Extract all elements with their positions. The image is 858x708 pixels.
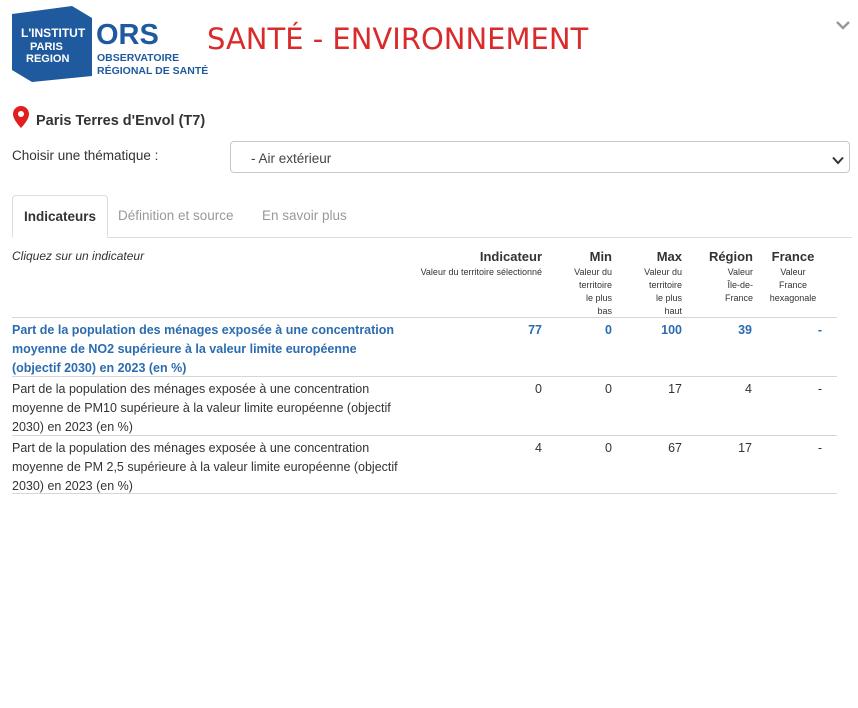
column-title: Indicateur: [479, 249, 542, 264]
location-name: Paris Terres d'Envol (T7): [36, 112, 206, 129]
column-subtitle: Île-de-: [727, 280, 753, 290]
value-france: -: [817, 441, 822, 455]
column-subtitle: territoire: [578, 280, 612, 290]
logo-ors-sub1: OBSERVATOIRE: [97, 52, 180, 64]
table-row[interactable]: [12, 376, 837, 435]
column-title: Max: [656, 249, 682, 264]
column-subtitle: territoire: [648, 280, 682, 290]
table-row[interactable]: [12, 317, 837, 376]
indicator-label[interactable]: Part de la population des ménages exposée à une concentration moyenne de NO2 supérieure à la valeur limite européenne (objectif 2030) en 2023 (en %): [12, 323, 395, 375]
value-indicateur: 77: [528, 323, 542, 337]
indicator-label[interactable]: Part de la population des ménages exposée à une concentration moyenne de PM10 supérieure à la valeur limite européenne (objectif 2030) en 2023 (en %): [12, 382, 391, 434]
column-subtitle: France: [724, 293, 753, 303]
column-header-max: [622, 249, 682, 318]
value-france: -: [817, 382, 822, 396]
ors-logo: [12, 6, 212, 82]
tab-en-savoir-plus[interactable]: En savoir plus: [262, 208, 347, 223]
column-title: Région: [708, 249, 753, 264]
value-indicateur: 0: [535, 382, 542, 396]
value-region: 4: [745, 382, 752, 396]
ors-logo-graphic: [12, 6, 212, 82]
thematic-select[interactable]: [230, 141, 850, 173]
value-france: -: [817, 323, 822, 337]
location-header: [13, 106, 205, 133]
column-title: Min: [589, 249, 612, 264]
chevron-down-icon[interactable]: [836, 17, 850, 35]
column-subtitle: le plus: [585, 293, 612, 303]
column-title: France: [771, 249, 815, 264]
value-max: 100: [661, 323, 682, 337]
column-subtitle: haut: [664, 306, 682, 316]
thematic-select-value: - Air extérieur: [251, 151, 332, 166]
column-header-region: [693, 249, 753, 305]
column-subtitle: Valeur du: [644, 267, 682, 277]
tab-bar: [12, 195, 852, 238]
logo-ors: ORS: [96, 19, 159, 51]
value-min: 0: [605, 382, 612, 396]
column-subtitle: Valeur du: [574, 267, 612, 277]
thematic-label: Choisir une thématique :: [12, 148, 159, 163]
column-header-france: [758, 249, 828, 305]
logo-line3: REGION: [26, 53, 70, 65]
column-subtitle: le plus: [655, 293, 682, 303]
table-divider: [12, 493, 837, 494]
logo-ors-sub2: RÉGIONAL DE SANTÉ: [97, 65, 209, 77]
chevron-down-icon: [832, 152, 844, 170]
value-region: 17: [738, 441, 752, 455]
column-subtitle: Valeur: [727, 267, 753, 277]
value-max: 17: [668, 382, 682, 396]
column-subtitle: Valeur du territoire sélectionné: [420, 267, 542, 277]
value-min: 0: [605, 441, 612, 455]
logo-line2: PARIS: [30, 41, 63, 53]
column-header-indicateur: [402, 249, 542, 279]
tab-definition-source[interactable]: Définition et source: [118, 208, 234, 223]
tab-indicateurs[interactable]: Indicateurs: [12, 195, 108, 238]
page-title: SANTÉ - ENVIRONNEMENT: [207, 22, 589, 56]
value-indicateur: 4: [535, 441, 542, 455]
column-subtitle: Valeur: [780, 267, 806, 277]
value-max: 67: [668, 441, 682, 455]
indicator-label[interactable]: Part de la population des ménages exposée à une concentration moyenne de PM 2,5 supérieure à la valeur limite européenne (objectif 2030) en 2023 (en %): [12, 441, 398, 493]
column-subtitle: bas: [597, 306, 612, 316]
value-region: 39: [738, 323, 752, 337]
value-min: 0: [605, 323, 612, 337]
logo-line1: L'INSTITUT: [21, 26, 86, 40]
map-pin-icon: [13, 106, 29, 133]
column-header-min: [552, 249, 612, 318]
column-subtitle: France: [778, 280, 807, 290]
table-hint: Cliquez sur un indicateur: [12, 249, 145, 263]
table-row[interactable]: [12, 435, 837, 494]
column-subtitle: hexagonale: [769, 293, 817, 303]
